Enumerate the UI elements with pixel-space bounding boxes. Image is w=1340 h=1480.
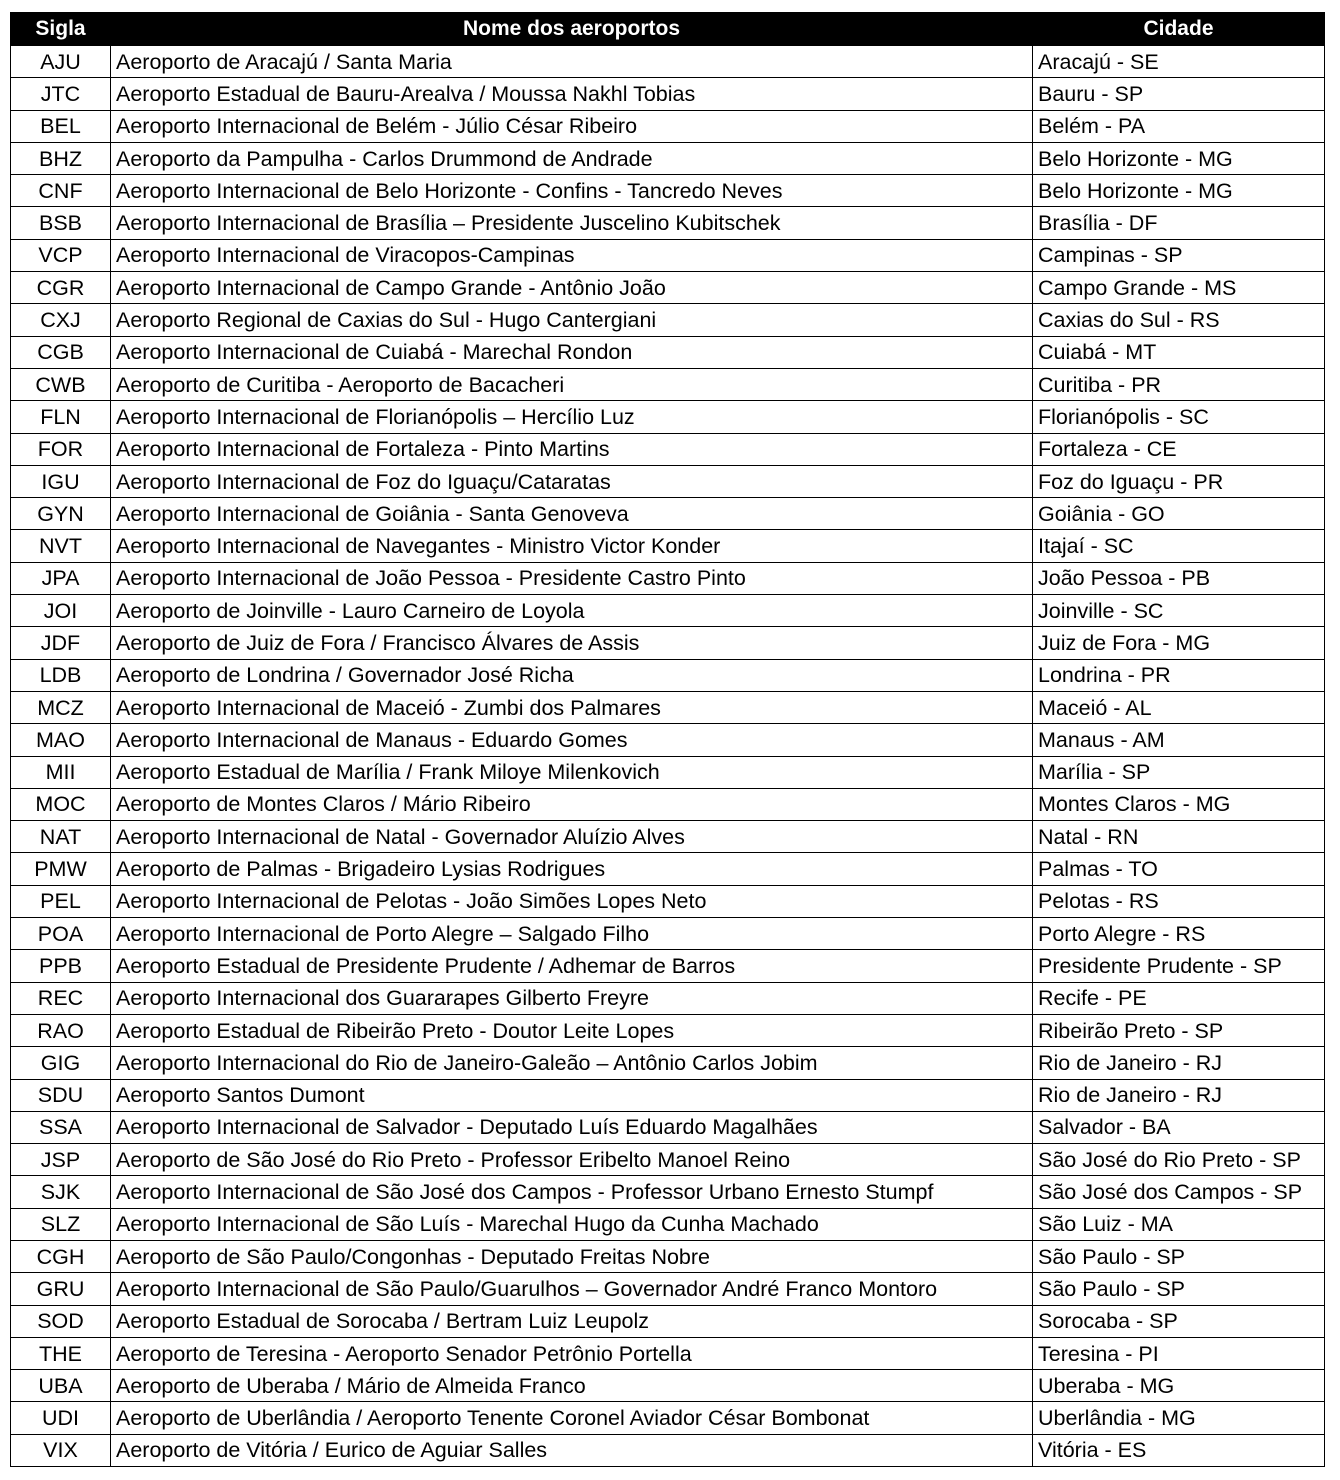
airport-city-cell: Pelotas - RS xyxy=(1033,885,1325,917)
airport-city-cell: Belo Horizonte - MG xyxy=(1033,142,1325,174)
table-row xyxy=(11,756,1325,788)
airport-name-cell: Aeroporto Regional de Caxias do Sul - Hugo Cantergiani xyxy=(111,304,1033,336)
airport-code-cell: VIX xyxy=(11,1434,111,1466)
table-row xyxy=(11,659,1325,691)
table-row xyxy=(11,1370,1325,1402)
airport-name-cell: Aeroporto Internacional de Florianópolis – Hercílio Luz xyxy=(111,401,1033,433)
table-row xyxy=(11,1305,1325,1337)
airport-city-cell: Joinville - SC xyxy=(1033,595,1325,627)
airport-city-cell: Montes Claros - MG xyxy=(1033,788,1325,820)
table-header xyxy=(11,13,1325,46)
table-row xyxy=(11,1434,1325,1466)
airport-city-cell: João Pessoa - PB xyxy=(1033,562,1325,594)
airport-code-cell: NVT xyxy=(11,530,111,562)
table-row xyxy=(11,562,1325,594)
table-row xyxy=(11,1111,1325,1143)
airport-code-cell: IGU xyxy=(11,465,111,497)
table-row xyxy=(11,110,1325,142)
airport-city-cell: Maceió - AL xyxy=(1033,691,1325,723)
airport-code-cell: MOC xyxy=(11,788,111,820)
airport-city-cell: Belém - PA xyxy=(1033,110,1325,142)
airport-name-cell: Aeroporto de Aracajú / Santa Maria xyxy=(111,46,1033,78)
table-row xyxy=(11,46,1325,78)
airport-city-cell: São José do Rio Preto - SP xyxy=(1033,1144,1325,1176)
airport-name-cell: Aeroporto de Uberlândia / Aeroporto Tenente Coronel Aviador César Bombonat xyxy=(111,1402,1033,1434)
airport-code-cell: THE xyxy=(11,1337,111,1369)
table-row xyxy=(11,627,1325,659)
airport-city-cell: Salvador - BA xyxy=(1033,1111,1325,1143)
airport-name-cell: Aeroporto de Montes Claros / Mário Ribeiro xyxy=(111,788,1033,820)
airport-city-cell: Rio de Janeiro - RJ xyxy=(1033,1079,1325,1111)
airport-code-cell: SSA xyxy=(11,1111,111,1143)
airport-city-cell: Uberlândia - MG xyxy=(1033,1402,1325,1434)
table-row xyxy=(11,239,1325,271)
airport-name-cell: Aeroporto Internacional de São Paulo/Guarulhos – Governador André Franco Montoro xyxy=(111,1273,1033,1305)
airport-name-cell: Aeroporto Internacional de Porto Alegre – Salgado Filho xyxy=(111,918,1033,950)
airport-code-cell: PEL xyxy=(11,885,111,917)
airport-code-cell: JPA xyxy=(11,562,111,594)
airport-city-cell: Londrina - PR xyxy=(1033,659,1325,691)
airport-city-cell: Florianópolis - SC xyxy=(1033,401,1325,433)
airport-code-cell: GYN xyxy=(11,498,111,530)
airport-city-cell: Juiz de Fora - MG xyxy=(1033,627,1325,659)
airport-name-cell: Aeroporto Estadual de Ribeirão Preto - Doutor Leite Lopes xyxy=(111,1014,1033,1046)
table-row xyxy=(11,368,1325,400)
airport-city-cell: Aracajú - SE xyxy=(1033,46,1325,78)
airport-name-cell: Aeroporto Internacional de João Pessoa - Presidente Castro Pinto xyxy=(111,562,1033,594)
airport-city-cell: Itajaí - SC xyxy=(1033,530,1325,562)
airport-city-cell: Campo Grande - MS xyxy=(1033,272,1325,304)
table-row xyxy=(11,207,1325,239)
airport-code-cell: CGB xyxy=(11,336,111,368)
table-row xyxy=(11,1402,1325,1434)
table-row xyxy=(11,1144,1325,1176)
airport-city-cell: Manaus - AM xyxy=(1033,724,1325,756)
airport-city-cell: Recife - PE xyxy=(1033,982,1325,1014)
airport-code-cell: AJU xyxy=(11,46,111,78)
airport-name-cell: Aeroporto Estadual de Marília / Frank Miloye Milenkovich xyxy=(111,756,1033,788)
table-row xyxy=(11,853,1325,885)
airport-name-cell: Aeroporto Internacional de Brasília – Presidente Juscelino Kubitschek xyxy=(111,207,1033,239)
airport-city-cell: São Paulo - SP xyxy=(1033,1273,1325,1305)
airport-code-cell: PMW xyxy=(11,853,111,885)
table-row xyxy=(11,918,1325,950)
table-row xyxy=(11,1047,1325,1079)
airport-city-cell: Curitiba - PR xyxy=(1033,368,1325,400)
table-row xyxy=(11,272,1325,304)
airport-city-cell: Ribeirão Preto - SP xyxy=(1033,1014,1325,1046)
table-row xyxy=(11,336,1325,368)
airport-name-cell: Aeroporto Internacional de Campo Grande - Antônio João xyxy=(111,272,1033,304)
table-row xyxy=(11,1014,1325,1046)
table-row xyxy=(11,78,1325,110)
airport-code-cell: JDF xyxy=(11,627,111,659)
airport-code-cell: SDU xyxy=(11,1079,111,1111)
airport-name-cell: Aeroporto Internacional de Salvador - Deputado Luís Eduardo Magalhães xyxy=(111,1111,1033,1143)
airport-name-cell: Aeroporto de Uberaba / Mário de Almeida Franco xyxy=(111,1370,1033,1402)
table-row xyxy=(11,982,1325,1014)
airport-name-cell: Aeroporto de São José do Rio Preto - Professor Eribelto Manoel Reino xyxy=(111,1144,1033,1176)
airport-city-cell: Brasília - DF xyxy=(1033,207,1325,239)
table-row xyxy=(11,788,1325,820)
airport-name-cell: Aeroporto Internacional de Fortaleza - Pinto Martins xyxy=(111,433,1033,465)
airport-name-cell: Aeroporto de Joinville - Lauro Carneiro de Loyola xyxy=(111,595,1033,627)
airport-code-cell: REC xyxy=(11,982,111,1014)
airport-code-cell: PPB xyxy=(11,950,111,982)
airport-city-cell: Teresina - PI xyxy=(1033,1337,1325,1369)
table-row xyxy=(11,175,1325,207)
airport-name-cell: Aeroporto Internacional de Viracopos-Campinas xyxy=(111,239,1033,271)
airport-name-cell: Aeroporto Internacional de Manaus - Eduardo Gomes xyxy=(111,724,1033,756)
table-row xyxy=(11,401,1325,433)
airport-city-cell: Presidente Prudente - SP xyxy=(1033,950,1325,982)
airport-code-cell: BSB xyxy=(11,207,111,239)
table-row xyxy=(11,724,1325,756)
airport-name-cell: Aeroporto de Juiz de Fora / Francisco Álvares de Assis xyxy=(111,627,1033,659)
airport-code-cell: SOD xyxy=(11,1305,111,1337)
airport-code-cell: GIG xyxy=(11,1047,111,1079)
airport-name-cell: Aeroporto de Palmas - Brigadeiro Lysias Rodrigues xyxy=(111,853,1033,885)
airport-code-cell: CWB xyxy=(11,368,111,400)
header-name: Nome dos aeroportos xyxy=(111,13,1033,46)
airport-code-cell: CGH xyxy=(11,1240,111,1272)
table-row xyxy=(11,691,1325,723)
airport-city-cell: São José dos Campos - SP xyxy=(1033,1176,1325,1208)
table-row xyxy=(11,821,1325,853)
airport-code-cell: POA xyxy=(11,918,111,950)
airport-name-cell: Aeroporto Internacional dos Guararapes Gilberto Freyre xyxy=(111,982,1033,1014)
airport-city-cell: Porto Alegre - RS xyxy=(1033,918,1325,950)
table-row xyxy=(11,142,1325,174)
airport-name-cell: Aeroporto Internacional de Goiânia - Santa Genoveva xyxy=(111,498,1033,530)
airport-code-cell: CNF xyxy=(11,175,111,207)
airport-name-cell: Aeroporto de Vitória / Eurico de Aguiar Salles xyxy=(111,1434,1033,1466)
airport-name-cell: Aeroporto Estadual de Sorocaba / Bertram Luiz Leupolz xyxy=(111,1305,1033,1337)
airport-city-cell: Campinas - SP xyxy=(1033,239,1325,271)
airport-code-cell: FLN xyxy=(11,401,111,433)
airport-code-cell: NAT xyxy=(11,821,111,853)
airport-code-cell: MII xyxy=(11,756,111,788)
airport-code-cell: SJK xyxy=(11,1176,111,1208)
airport-name-cell: Aeroporto de Londrina / Governador José Richa xyxy=(111,659,1033,691)
table-row xyxy=(11,304,1325,336)
airport-name-cell: Aeroporto de São Paulo/Congonhas - Deputado Freitas Nobre xyxy=(111,1240,1033,1272)
airport-name-cell: Aeroporto Internacional de Cuiabá - Marechal Rondon xyxy=(111,336,1033,368)
airport-name-cell: Aeroporto Internacional de Natal - Governador Aluízio Alves xyxy=(111,821,1033,853)
airport-name-cell: Aeroporto de Teresina - Aeroporto Senador Petrônio Portella xyxy=(111,1337,1033,1369)
airport-city-cell: Vitória - ES xyxy=(1033,1434,1325,1466)
table-row xyxy=(11,1337,1325,1369)
airport-code-cell: FOR xyxy=(11,433,111,465)
airport-code-cell: LDB xyxy=(11,659,111,691)
airport-name-cell: Aeroporto Internacional do Rio de Janeiro-Galeão – Antônio Carlos Jobim xyxy=(111,1047,1033,1079)
table-row xyxy=(11,465,1325,497)
table-row xyxy=(11,530,1325,562)
airport-name-cell: Aeroporto Internacional de Navegantes - Ministro Victor Konder xyxy=(111,530,1033,562)
airport-code-cell: RAO xyxy=(11,1014,111,1046)
airport-name-cell: Aeroporto Estadual de Bauru-Arealva / Moussa Nakhl Tobias xyxy=(111,78,1033,110)
header-code: Sigla xyxy=(11,13,111,46)
airport-city-cell: São Paulo - SP xyxy=(1033,1240,1325,1272)
airport-city-cell: Natal - RN xyxy=(1033,821,1325,853)
airport-city-cell: Goiânia - GO xyxy=(1033,498,1325,530)
header-city: Cidade xyxy=(1033,13,1325,46)
airport-code-cell: VCP xyxy=(11,239,111,271)
airport-name-cell: Aeroporto Internacional de Belo Horizonte - Confins - Tancredo Neves xyxy=(111,175,1033,207)
airport-name-cell: Aeroporto da Pampulha - Carlos Drummond de Andrade xyxy=(111,142,1033,174)
airport-city-cell: Cuiabá - MT xyxy=(1033,336,1325,368)
airport-name-cell: Aeroporto Internacional de Belém - Júlio César Ribeiro xyxy=(111,110,1033,142)
airport-city-cell: Fortaleza - CE xyxy=(1033,433,1325,465)
airport-code-cell: GRU xyxy=(11,1273,111,1305)
table-row xyxy=(11,885,1325,917)
airport-code-cell: MCZ xyxy=(11,691,111,723)
airport-code-cell: UBA xyxy=(11,1370,111,1402)
airport-city-cell: Uberaba - MG xyxy=(1033,1370,1325,1402)
airport-city-cell: São Luiz - MA xyxy=(1033,1208,1325,1240)
airport-name-cell: Aeroporto Internacional de Maceió - Zumbi dos Palmares xyxy=(111,691,1033,723)
airports-table xyxy=(10,12,1325,1467)
header-row xyxy=(11,13,1325,46)
airport-city-cell: Marília - SP xyxy=(1033,756,1325,788)
airport-city-cell: Belo Horizonte - MG xyxy=(1033,175,1325,207)
table-row xyxy=(11,595,1325,627)
airport-name-cell: Aeroporto Internacional de São Luís - Marechal Hugo da Cunha Machado xyxy=(111,1208,1033,1240)
table-row xyxy=(11,498,1325,530)
airport-code-cell: BHZ xyxy=(11,142,111,174)
airport-name-cell: Aeroporto de Curitiba - Aeroporto de Bacacheri xyxy=(111,368,1033,400)
airport-city-cell: Palmas - TO xyxy=(1033,853,1325,885)
airport-city-cell: Foz do Iguaçu - PR xyxy=(1033,465,1325,497)
table-row xyxy=(11,1176,1325,1208)
airport-code-cell: SLZ xyxy=(11,1208,111,1240)
airport-name-cell: Aeroporto Internacional de São José dos Campos - Professor Urbano Ernesto Stumpf xyxy=(111,1176,1033,1208)
table-row xyxy=(11,1079,1325,1111)
airport-city-cell: Sorocaba - SP xyxy=(1033,1305,1325,1337)
table-row xyxy=(11,433,1325,465)
airport-name-cell: Aeroporto Estadual de Presidente Prudente / Adhemar de Barros xyxy=(111,950,1033,982)
airport-city-cell: Caxias do Sul - RS xyxy=(1033,304,1325,336)
airport-code-cell: CGR xyxy=(11,272,111,304)
airport-name-cell: Aeroporto Internacional de Foz do Iguaçu/Cataratas xyxy=(111,465,1033,497)
airport-code-cell: CXJ xyxy=(11,304,111,336)
airport-name-cell: Aeroporto Santos Dumont xyxy=(111,1079,1033,1111)
airport-code-cell: BEL xyxy=(11,110,111,142)
airport-name-cell: Aeroporto Internacional de Pelotas - João Simões Lopes Neto xyxy=(111,885,1033,917)
airport-code-cell: JTC xyxy=(11,78,111,110)
airport-code-cell: JOI xyxy=(11,595,111,627)
airport-code-cell: MAO xyxy=(11,724,111,756)
table-row xyxy=(11,1273,1325,1305)
airport-city-cell: Bauru - SP xyxy=(1033,78,1325,110)
table-row xyxy=(11,1240,1325,1272)
airport-city-cell: Rio de Janeiro - RJ xyxy=(1033,1047,1325,1079)
table-row xyxy=(11,950,1325,982)
table-body xyxy=(11,46,1325,1467)
airport-code-cell: JSP xyxy=(11,1144,111,1176)
table-row xyxy=(11,1208,1325,1240)
airport-code-cell: UDI xyxy=(11,1402,111,1434)
